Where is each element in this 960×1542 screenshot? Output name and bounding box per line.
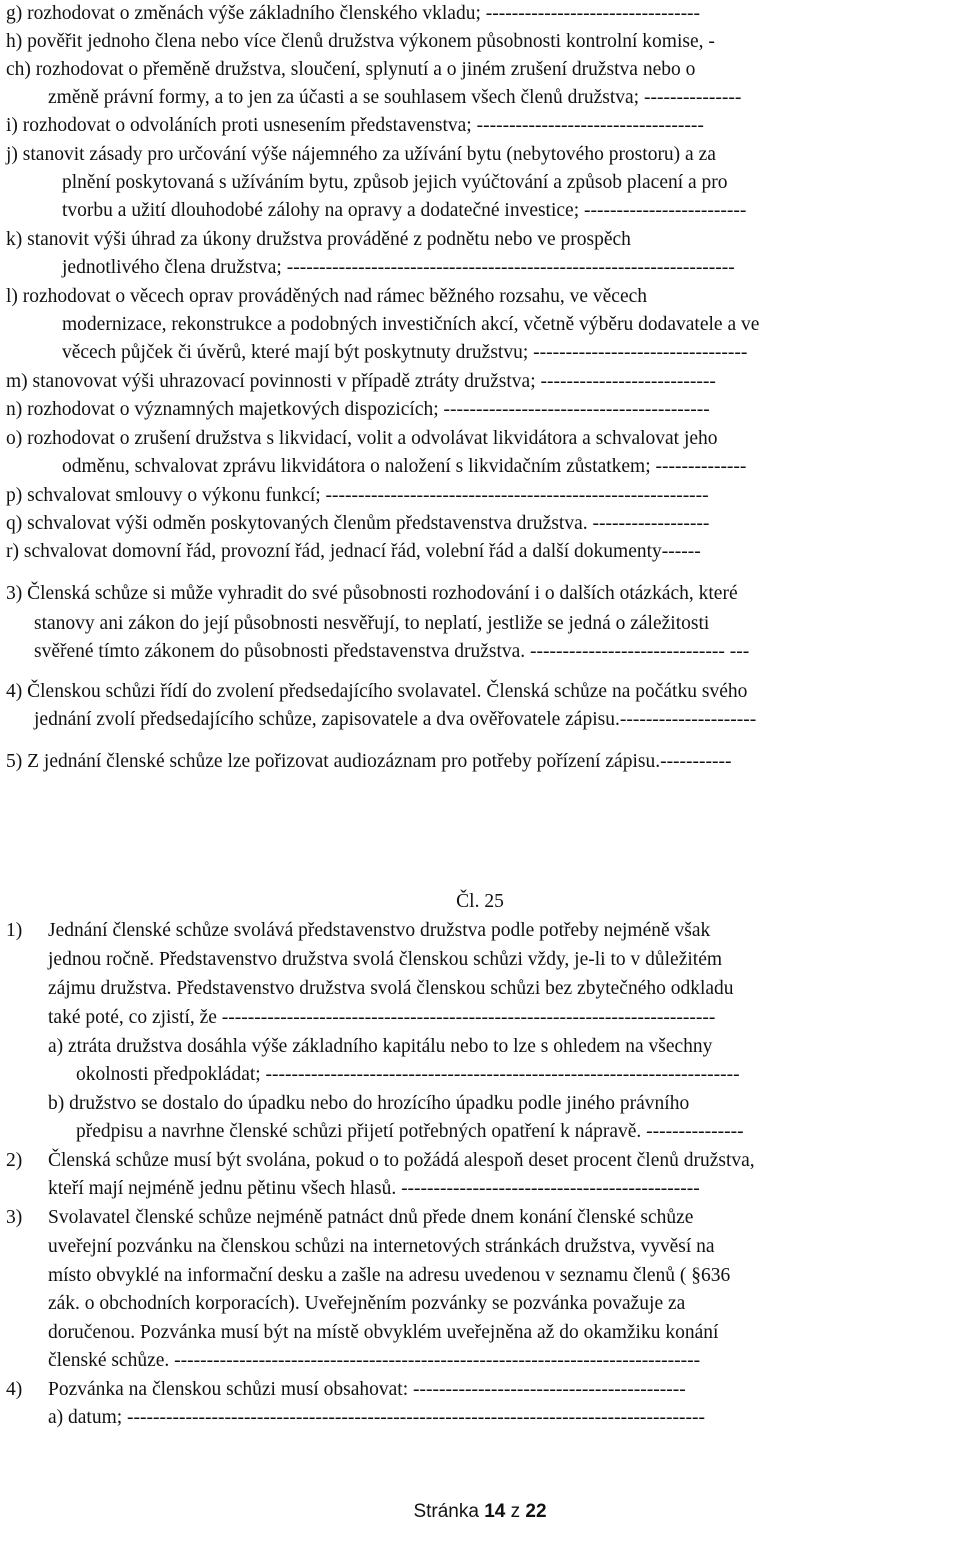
art25-p1-cont-1: jednou ročně. Představenstvo družstva svolá členskou schůzi vždy, je-li to v důležitém [48,949,723,970]
art25-p1-item-b: b) družstvo se dostalo do úpadku nebo do hrozícího úpadku podle jiného právního [48,1093,690,1114]
item-j: j) stanovit zásady pro určování výše nájemného za užívání bytu (nebytového prostoru) a za [6,144,716,165]
page-footer [0,1498,960,1526]
item-r: r) schvalovat domovní řád, provozní řád, jednací řád, volební řád a další dokumenty------ [6,541,701,562]
art25-p4-item-a: a) datum; ----------------------------------------------------------------------------------------- [48,1407,705,1428]
para-5: 5) Z jednání členské schůze lze pořizovat audiozáznam pro potřeby pořízení zápisu.----------- [6,751,732,772]
para-3-cont-2: svěřené tímto zákonem do působnosti představenstva družstva. ------------------------------ --- [34,641,750,662]
total-page-count: 22 [525,1501,547,1522]
footer-prefix: Stránka [413,1501,485,1522]
para-3: 3) Členská schůze si může vyhradit do své působnosti rozhodování i o dalších otázkách, které [6,583,738,604]
art25-p3-cont-4: doručenou. Pozvánka musí být na místě obvyklém uveřejněna až do okamžiku konání [48,1322,719,1343]
item-ch: ch) rozhodovat o přeměně družstva, sloučení, splynutí a o jiném zrušení družstva nebo o [6,59,696,80]
art25-p3-cont-1: uveřejní pozvánku na členskou schůzi na internetových stránkách družstva, vyvěsí na [48,1236,715,1257]
art25-p1-number: 1) [6,920,23,941]
art25-p3-cont-3: zák. o obchodních korporacích). Uveřejněním pozvánky se pozvánka považuje za [48,1293,686,1314]
art25-p4-text: Pozvánka na členskou schůzi musí obsahovat: ------------------------------------------ [48,1379,686,1400]
current-page-number: 14 [484,1501,506,1522]
item-o-cont: odměnu, schvalovat zprávu likvidátora o naložení s likvidačním zůstatkem; -------------- [62,456,747,477]
art25-p2-text: Členská schůze musí být svolána, pokud o to požádá alespoň deset procent členů družstva, [48,1150,755,1171]
footer-separator: z [505,1501,526,1522]
item-k-cont: jednotlivého člena družstva; --------------------------------------------------------------------- [62,257,735,278]
para-4-cont: jednání zvolí předsedajícího schůze, zapisovatele a dva ověřovatele zápisu.--------------------- [34,709,757,730]
item-l: l) rozhodovat o věcech oprav prováděných nad rámec běžného rozsahu, ve věcech [6,286,648,307]
art25-p3-text: Svolavatel členské schůze nejméně patnáct dnů přede dnem konání členské schůze [48,1207,694,1228]
item-i: i) rozhodovat o odvoláních proti usnesením představenstva; ----------------------------------- [6,115,704,136]
art25-p2-number: 2) [6,1150,23,1171]
para-3-cont-1: stanovy ani zákon do její působnosti nesvěřují, to neplatí, jestliže se jedná o záležitosti [34,613,710,634]
item-j-cont-1: plnění poskytovaná s užíváním bytu, způsob jejich vyúčtování a způsob placení a pro [62,172,728,193]
art25-p1-cont-3: také poté, co zjistí, že ---------------------------------------------------------------------------- [48,1007,716,1028]
item-h: h) pověřit jednoho člena nebo více členů družstva výkonem působnosti kontrolní komise, - [6,31,715,52]
item-l-cont-2: věcech půjček či úvěrů, které mají být poskytnuty družstvu; --------------------------------- [62,342,748,363]
item-j-cont-2: tvorbu a užití dlouhodobé zálohy na opravy a dodatečné investice; ------------------------- [62,200,747,221]
art25-p1-cont-2: zájmu družstva. Představenstvo družstva svolá členskou schůzi bez zbytečného odkladu [48,978,734,999]
item-ch-cont: změně právní formy, a to jen za účasti a se souhlasem všech členů družstva; --------------- [48,87,742,108]
item-l-cont-1: modernizace, rekonstrukce a podobných investičních akcí, včetně výběru dodavatele a ve [62,314,760,335]
art25-p2-cont: kteří mají nejméně jednu pětinu všech hlasů. ---------------------------------------------- [48,1178,700,1199]
art25-p1-item-a-cont: okolnosti předpokládat; ------------------------------------------------------------------------- [76,1064,740,1085]
item-q: q) schvalovat výši odměn poskytovaných členům představenstva družstva. ------------------ [6,513,710,534]
item-m: m) stanovovat výši uhrazovací povinnosti v případě ztráty družstva; --------------------------- [6,371,716,392]
art25-p1-text: Jednání členské schůze svolává představenstvo družstva podle potřeby nejméně však [48,920,711,941]
item-k: k) stanovit výši úhrad za úkony družstva prováděné z podnětu nebo ve prospěch [6,229,631,250]
art25-p4-number: 4) [6,1379,23,1400]
art25-p1-item-a: a) ztráta družstva dosáhla výše základního kapitálu nebo to lze s ohledem na všechny [48,1036,713,1057]
art25-p3-number: 3) [6,1207,23,1228]
para-4: 4) Členskou schůzi řídí do zvolení předsedajícího svolavatel. Členská schůze na počátku svého [6,681,748,702]
item-p: p) schvalovat smlouvy o výkonu funkcí; ----------------------------------------------------------- [6,485,709,506]
art25-p3-cont-5: členské schůze. --------------------------------------------------------------------------------- [48,1350,701,1371]
item-n: n) rozhodovat o významných majetkových dispozicích; ----------------------------------------- [6,399,710,420]
art25-p3-cont-2: místo obvyklé na informační desku a zašle na adresu uvedenou v seznamu členů ( §636 [48,1265,731,1286]
art25-p1-item-b-cont: předpisu a navrhne členské schůzi přijetí potřebných opatření k nápravě. --------------- [76,1121,744,1142]
item-g: g) rozhodovat o změnách výše základního členského vkladu; --------------------------------- [6,3,701,24]
item-o: o) rozhodovat o zrušení družstva s likvidací, volit a odvolávat likvidátora a schvalovat jeho [6,428,718,449]
article-heading: Čl. 25 [456,891,504,912]
